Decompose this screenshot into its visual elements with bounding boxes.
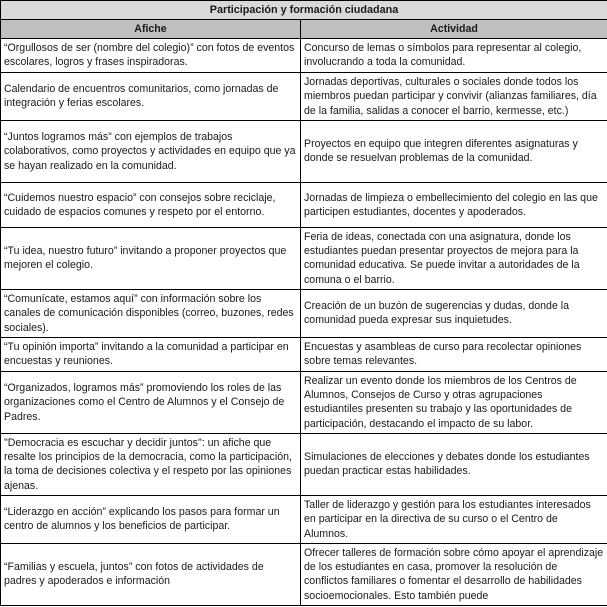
activity-cell: Jornadas de limpieza o embellecimiento del colegio en las que participen estudiantes, docentes y apoderados. — [301, 183, 607, 228]
table-title-row — [1, 1, 607, 20]
activity-cell: Taller de liderazgo y gestión para los estudiantes interesados en participar en la directiva de su curso o el Centro de Alumnos. — [301, 496, 607, 544]
activity-cell: Proyectos en equipo que integren diferentes asignaturas y donde se resuelvan problemas de la comunidad. — [301, 121, 607, 183]
activity-cell: Creación de un buzón de sugerencias y dudas, donde la comunidad pueda expresar sus inquietudes. — [301, 290, 607, 338]
table-row — [1, 39, 607, 73]
poster-cell: “Familias y escuela, juntos” con fotos de actividades de padres y apoderados e información — [1, 544, 301, 606]
poster-cell: “Tu idea, nuestro futuro” invitando a proponer proyectos que mejoren el colegio. — [1, 228, 301, 290]
activity-cell: Concurso de lemas o símbolos para representar al colegio, involucrando a toda la comunidad. — [301, 39, 607, 73]
activity-cell: Jornadas deportivas, culturales o sociales donde todos los miembros puedan participar y convivir (alianzas familiares, día de la familia, salidas a conocer el barrio, kermesse, etc.) — [301, 73, 607, 121]
poster-cell: “Comunícate, estamos aquí” con información sobre los canales de comunicación disponibles (correo, buzones, redes sociales). — [1, 290, 301, 338]
poster-cell: “Liderazgo en acción” explicando los pasos para formar un centro de alumnos y los beneficios de participar. — [1, 496, 301, 544]
poster-cell: "Democracia es escuchar y decidir juntos": un afiche que resalte los principios de la democracia, como la participación, la toma de decisiones colectiva y el respeto por las opiniones ajenas. — [1, 434, 301, 496]
table-title: Participación y formación ciudadana — [1, 1, 607, 20]
poster-cell: Calendario de encuentros comunitarios, como jornadas de integración y ferias escolares. — [1, 73, 301, 121]
poster-cell: “Organizados, logramos más” promoviendo los roles de las organizaciones como el Centro de Alumnos y el Consejo de Padres. — [1, 372, 301, 434]
poster-cell: “Orgullosos de ser (nombre del colegio)” con fotos de eventos escolares, logros y frases inspiradoras. — [1, 39, 301, 73]
table-row — [1, 338, 607, 372]
table-row — [1, 544, 607, 606]
column-header-activity: Actividad — [301, 20, 607, 39]
poster-cell: “Tu opinión importa” invitando a la comunidad a participar en encuestas y reuniones. — [1, 338, 301, 372]
table-row — [1, 73, 607, 121]
table-row — [1, 228, 607, 290]
poster-cell: “Cuidemos nuestro espacio” con consejos sobre reciclaje, cuidado de espacios comunes y respeto por el entorno. — [1, 183, 301, 228]
column-header-poster: Afiche — [1, 20, 301, 39]
table-row — [1, 183, 607, 228]
table-row — [1, 496, 607, 544]
activity-cell: Simulaciones de elecciones y debates donde los estudiantes puedan practicar estas habilidades. — [301, 434, 607, 496]
table-row — [1, 434, 607, 496]
table-row — [1, 121, 607, 183]
table-row — [1, 372, 607, 434]
activity-cell: Ofrecer talleres de formación sobre cómo apoyar el aprendizaje de los estudiantes en casa, promover la resolución de conflictos familiares o fomentar el desarrollo de habilidades socioemocionales. Esto también puede — [301, 544, 607, 606]
activity-cell: Feria de ideas, conectada con una asignatura, donde los estudiantes puedan presentar proyectos de mejora para la comunidad educativa. Se puede invitar a autoridades de la comuna o el barrio. — [301, 228, 607, 290]
activity-cell: Realizar un evento donde los miembros de los Centros de Alumnos, Consejos de Curso y otras agrupaciones estudiantiles presenten su trabajo y las oportunidades de participación, destacando el impacto de su labor. — [301, 372, 607, 434]
poster-cell: “Juntos logramos más” con ejemplos de trabajos colaborativos, como proyectos y actividades en equipo que ya se hayan realizado en la comunidad. — [1, 121, 301, 183]
activity-cell: Encuestas y asambleas de curso para recolectar opiniones sobre temas relevantes. — [301, 338, 607, 372]
table-row — [1, 290, 607, 338]
table-header-row — [1, 20, 607, 39]
